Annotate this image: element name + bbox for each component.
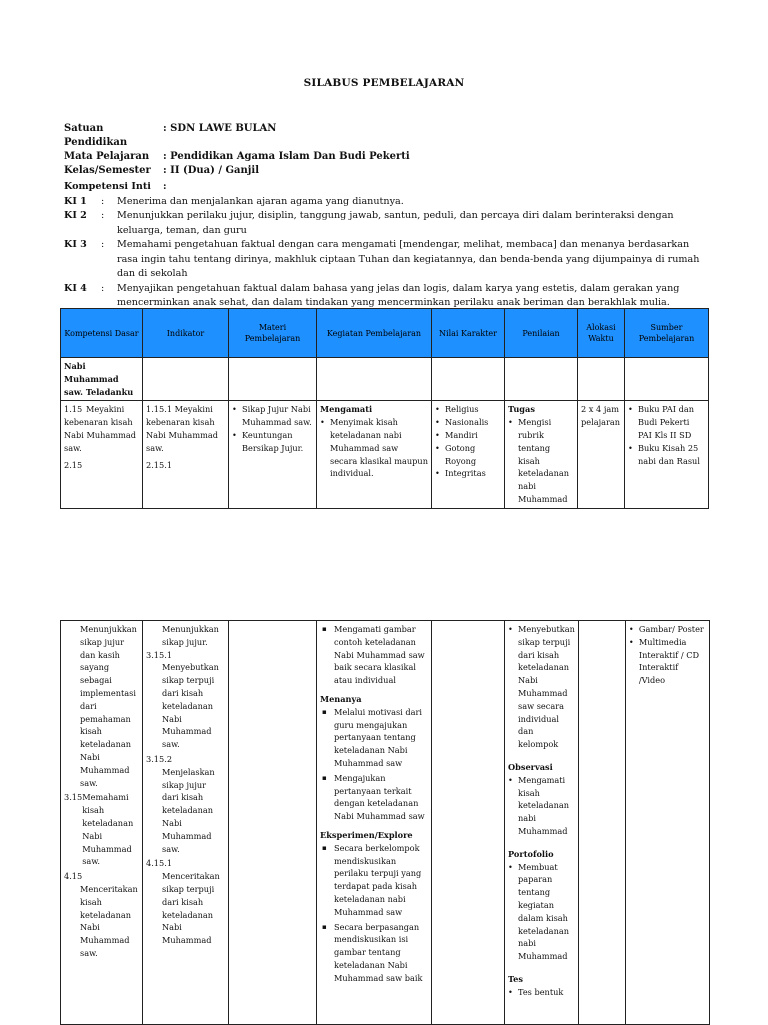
kegiatan-cell: [317, 621, 432, 1025]
nilai-item: • Integritas: [435, 467, 501, 480]
identity-label: Mata Pelajaran: [64, 151, 150, 162]
indicator-number: 3.15.2: [146, 753, 173, 764]
penilaian-item: • Mengamati kisah keteladanan nabi Muhammad: [508, 774, 575, 838]
ki-text: Menyajikan pengetahuan faktual dalam bahasa yang jelas dan logis, dalam karya yang estetis, dalam gerakan yang mencerminkan anak sehat, dan dalam tindakan yang mencerminkan perilaku anak beriman dan berakhlak mulia.: [117, 282, 680, 308]
indicator-text: Menyebutkan sikap terpuji dari kisah keteladanan Nabi Muhammad saw.: [162, 662, 219, 750]
penilaian-item: • Menyebutkan sikap terpuji dari kisah keteladanan Nabi Muhammad saw secara individual dan kelompok: [508, 623, 575, 751]
identity-label: Kelas/Semester: [64, 165, 151, 176]
ki-code: KI 2: [64, 210, 87, 221]
kegiatan-heading: Mengamati: [320, 404, 373, 415]
kegiatan-item: ▪ Mengamati gambar contoh keteladanan Nabi Muhammad saw baik secara klasikal atau individual: [320, 623, 428, 687]
table-header-row: [61, 309, 709, 358]
kd-number: 4.15: [64, 871, 83, 882]
ki-item: KI 2 : Menunjukkan perilaku jujur, disiplin, tanggung jawab, santun, peduli, dan percaya diri dalam berinteraksi dengan keluarga, teman, dan guru: [64, 209, 704, 238]
header-cell: Penilaian: [505, 309, 578, 358]
topic-cell: Nabi Muhammad saw. Teladanku: [61, 358, 143, 401]
ki-heading: [64, 180, 704, 195]
kegiatan-item: ▪ Secara berpasangan mendiskusikan isi gambar tentang keteladanan Nabi Muhammad saw baik: [320, 921, 428, 985]
syllabus-table: [60, 308, 709, 509]
nilai-item: • Nasionalis: [435, 416, 501, 429]
sumber-item: • Buku PAI dan Budi Pekerti PAI Kls II SD: [628, 403, 705, 441]
identity-row-class: [64, 164, 410, 178]
materi-item: • Sikap Jujur Nabi Muhammad saw.: [232, 403, 313, 429]
ki-heading-label: Kompetensi Inti: [64, 181, 151, 192]
kd-number: 1.15: [64, 404, 83, 415]
header-cell: Indikator: [143, 309, 229, 358]
header-cell: Alokasi Waktu: [578, 309, 625, 358]
kd-number: 2.15: [64, 459, 83, 470]
identity-value: : Pendidikan Agama Islam Dan Budi Pekerti: [163, 151, 410, 162]
sumber-item: • Gambar/ Poster: [629, 623, 706, 636]
table-row: [61, 401, 709, 508]
ki-code: KI 3: [64, 239, 87, 250]
indicator-text: Menceritakan sikap terpuji dari kisah keteladanan Nabi Muhammad: [162, 871, 220, 946]
table-row: [61, 621, 710, 1025]
nilai-cell: [432, 401, 505, 508]
nilai-item: • Mandiri: [435, 429, 501, 442]
kegiatan-item: • Menyimak kisah keteladanan nabi Muhammad saw secara klasikal maupun individual.: [320, 416, 428, 480]
nilai-item: • Religius: [435, 403, 501, 416]
ki-text: Memahami pengetahuan faktual dengan cara mengamati [mendengar, melihat, membaca] dan menanya berdasarkan rasa ingin tahu tentang dirinya, makhluk ciptaan Tuhan dan kegiatannya, dan benda-benda yang dijumpainya di rumah dan di sekolah: [117, 239, 700, 279]
topic-row: [61, 358, 709, 401]
ki-item: KI 4 : Menyajikan pengetahuan faktual dalam bahasa yang jelas dan logis, dalam karya yang estetis, dalam gerakan yang mencerminkan anak sehat, dan dalam tindakan yang mencerminkan perilaku anak beriman dan berakhlak mulia.: [64, 282, 704, 311]
sumber-item: • Buku Kisah 25 nabi dan Rasul: [628, 442, 705, 468]
materi-item: • Keuntungan Bersikap Jujur.: [232, 429, 313, 455]
indicator-cell: [143, 401, 229, 508]
sumber-cell: [625, 401, 709, 508]
kegiatan-heading: Eksperimen/Explore: [320, 829, 413, 840]
header-cell: Kegiatan Pembelajaran: [317, 309, 432, 358]
document-title: SILABUS PEMBELAJARAN: [303, 77, 465, 89]
kd-number: 3.15: [64, 792, 83, 803]
header-cell: Kompetensi Dasar: [61, 309, 143, 358]
alokasi-cell: 2 x 4 jam pelajaran: [578, 401, 625, 508]
penilaian-heading: Observasi: [508, 761, 553, 772]
header-cell: Nilai Karakter: [432, 309, 505, 358]
indicator-number: 1.15.1: [146, 404, 173, 415]
kd-text: Menceritakan kisah keteladanan Nabi Muhammad saw.: [80, 883, 138, 958]
kegiatan-heading: Menanya: [320, 693, 362, 704]
identity-label: Satuan Pendidikan: [64, 123, 128, 148]
penilaian-heading: Tes: [508, 973, 523, 984]
penilaian-item: • Mengisi rubrik tentang kisah keteladanan nabi Muhammad: [508, 416, 574, 506]
penilaian-item: • Tes bentuk: [508, 986, 575, 999]
alokasi-cell: [578, 621, 625, 1025]
penilaian-heading: Portofolio: [508, 848, 554, 859]
ki-item: KI 3 : Memahami pengetahuan faktual dengan cara mengamati [mendengar, melihat, membaca] dan menanya berdasarkan rasa ingin tahu tentang dirinya, makhluk ciptaan Tuhan dan kegiatannya, dan benda-benda yang dijumpainya di rumah dan di sekolah: [64, 238, 704, 282]
ki-heading-colon: :: [163, 181, 167, 192]
kegiatan-item: ▪ Mengajukan pertanyaan terkait dengan keteladanan Nabi Muhammad saw: [320, 772, 428, 823]
nilai-item: • Gotong Royong: [435, 442, 501, 468]
indicator-number: 4.15.1: [146, 858, 173, 869]
kd-cell: [61, 401, 143, 508]
ki-text: Menerima dan menjalankan ajaran agama yang dianutnya.: [117, 195, 404, 207]
ki-code: KI 4: [64, 282, 87, 294]
penilaian-cell: [505, 401, 578, 508]
nilai-cell: [432, 621, 505, 1025]
penilaian-cell: [505, 621, 579, 1025]
sumber-item: • Multimedia Interaktif / CD Interaktif /Video: [629, 636, 706, 687]
kd-text: Menunjukkan sikap jujur dan kasih sayang sebagai implementasi dari pemahaman kisah keteladanan Nabi Muhammad saw.: [80, 624, 137, 788]
indicator-number: 2.15.1: [146, 459, 173, 470]
core-competencies: [64, 180, 704, 311]
kegiatan-item: ▪ Secara berkelompok mendiskusikan perilaku terpuji yang terdapat pada kisah keteladanan nabi Muhammad saw: [320, 842, 428, 919]
header-cell: Materi Pembelajaran: [229, 309, 317, 358]
ki-code: KI 1: [64, 195, 87, 207]
kegiatan-item: ▪ Melalui motivasi dari guru mengajukan pertanyaan tentang keteladanan Nabi Muhammad saw: [320, 706, 428, 770]
syllabus-table-continued: [60, 620, 710, 1025]
sumber-cell: [625, 621, 709, 1025]
penilaian-heading: Tugas: [508, 404, 535, 415]
identity-value: : II (Dua) / Ganjil: [163, 165, 260, 176]
indicator-text: Menjelaskan sikap jujur dari kisah keteladanan Nabi Muhammad saw.: [162, 766, 215, 854]
indicator-number: 3.15.1: [146, 649, 173, 660]
identity-row-school: [64, 122, 410, 150]
identity-row-subject: [64, 150, 410, 164]
indicator-cell: [143, 621, 229, 1025]
kegiatan-cell: [317, 401, 432, 508]
kd-cell: [61, 621, 143, 1025]
materi-cell: [229, 401, 317, 508]
identity-block: [64, 122, 410, 178]
ki-text: Menunjukkan perilaku jujur, disiplin, tanggung jawab, santun, peduli, dan percaya diri dalam berinteraksi dengan keluarga, teman, dan guru: [117, 210, 674, 236]
identity-value: : SDN LAWE BULAN: [163, 123, 277, 134]
ki-item: KI 1 : Menerima dan menjalankan ajaran agama yang dianutnya.: [64, 195, 704, 210]
kd-text: Memahami kisah keteladanan Nabi Muhammad saw.: [82, 792, 134, 867]
materi-cell: [229, 621, 317, 1025]
header-cell: Sumber Pembelajaran: [625, 309, 709, 358]
indicator-text: Menunjukkan sikap jujur.: [162, 624, 219, 647]
penilaian-item: • Membuat paparan tentang kegiatan dalam kisah keteladanan nabi Muhammad: [508, 861, 575, 963]
indicator-text: Meyakini kebenaran kisah Nabi Muhammad saw.: [146, 404, 218, 453]
kd-text: Meyakini kebenaran kisah Nabi Muhammad saw.: [64, 404, 136, 453]
